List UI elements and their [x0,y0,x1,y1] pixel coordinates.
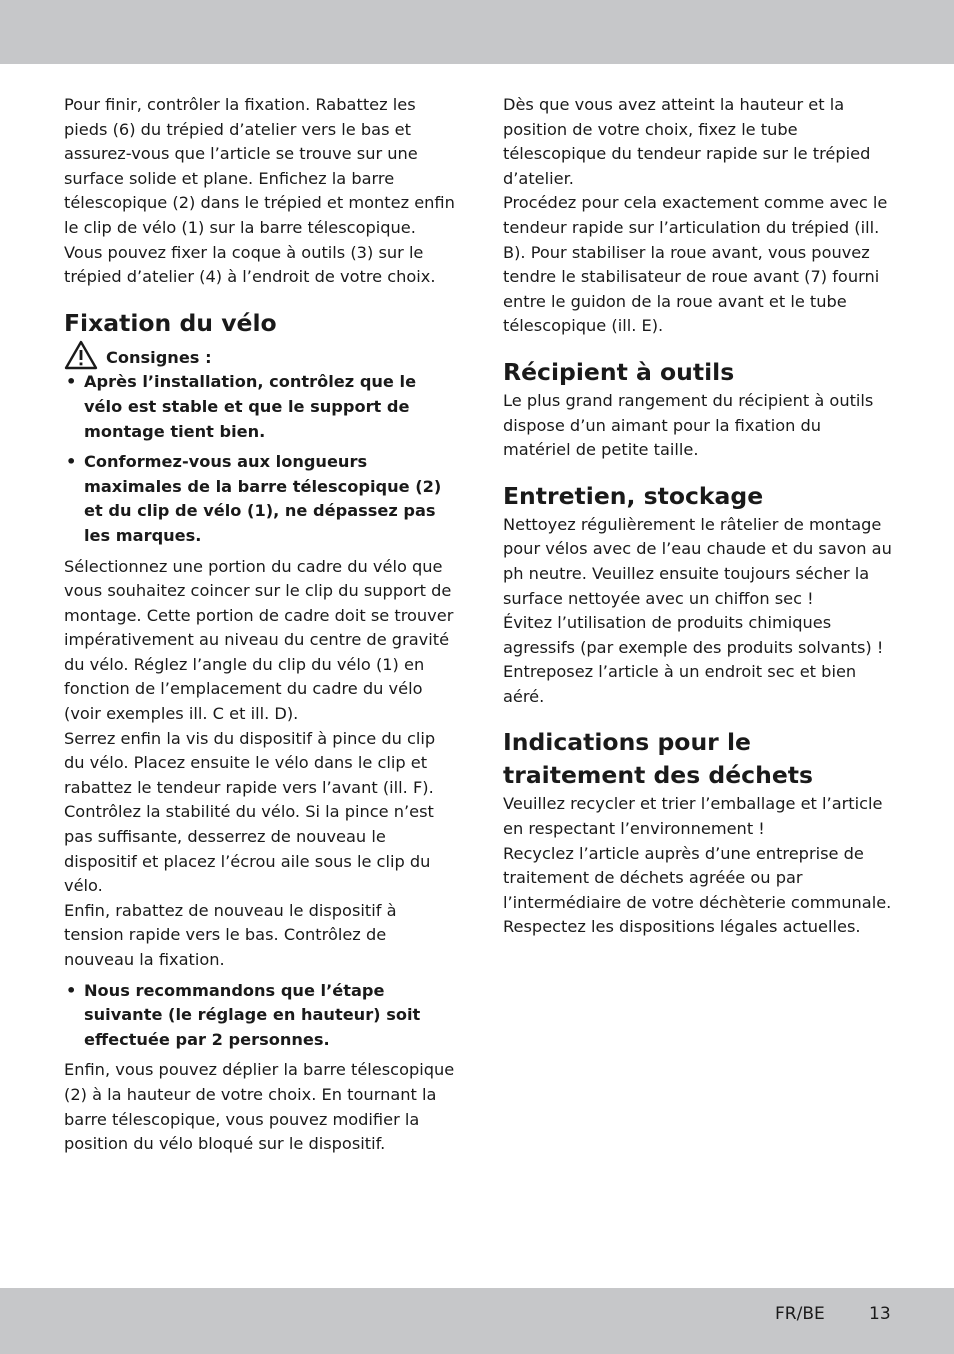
paragraph-recyclez: Recyclez l’article auprès d’une entreprise de traitement de déchets agréée ou par l’intermédiaire de votre déchèterie communale. Respectez les dispositions légales actuelles. [503,843,892,937]
paragraph-serrez: Serrez enfin la vis du dispositif à pince du clip du vélo. Placez ensuite le vélo dans le clip et rabattez le tendeur rapide vers l’avant (ill. F). Contrôlez la stabilité du vélo. Si la pince n’est pas suffisante, desserrez de nouveau le dispositif et placez l’écrou aile sous le clip du vélo. [64,728,436,896]
list-item: • Conformez-vous aux longueurs maximales de la barre télescopique (2) et du clip de vélo (1), ne dépassez pas les marques. [64,450,456,548]
paragraph-hauteur: Dès que vous avez atteint la hauteur et la position de votre choix, fixez le tube télescopique du tendeur rapide sur le trépied d’atelier. [503,95,871,188]
paragraph-evitez: Évitez l’utilisation de produits chimiques agressifs (par exemple des produits solvants) ! Entreposez l’article à un endroit sec et bien aéré. [503,613,884,706]
paragraph-select-frame: Sélectionnez une portion du cadre du vélo que vous souhaitez coincer sur le clip du support de montage. Cette portion de cadre doit se trouver impérativement au niveau du centre de gravité du vélo. Réglez l’angle du clip du vélo (1) en fonction de l’emplacement du cadre du vélo (voir exemples ill. C et ill. D). [64,556,454,724]
paragraph-enfin-rabattez: Enfin, rabattez de nouveau le dispositif à tension rapide vers le bas. Contrôlez de nouveau la fixation. [64,900,397,969]
footer-language: FR/BE [775,1304,825,1324]
consignes-label: Consignes : [106,347,212,367]
paragraph-deplier: Enfin, vous pouvez déplier la barre télescopique (2) à la hauteur de votre choix. En tournant la barre télescopique, vous pouvez modifier la position du vélo bloqué sur le dispositif. [64,1060,455,1154]
paragraph-nettoyez: Nettoyez régulièrement le râtelier de montage pour vélos avec de l’eau chaude et du savon au ph neutre. Veuillez ensuite toujours sécher la surface nettoyée avec un chiffon sec ! [503,514,892,608]
paragraph-procedez: Procédez pour cela exactement comme avec le tendeur rapide sur l’articulation du trépied (ill. B). Pour stabiliser la roue avant, vous pouvez tendre le stabilisateur de roue avant (7) fourni entre le guidon de la roue avant et le tube télescopique (ill. E). [503,193,888,336]
right-column [503,93,893,940]
left-column [64,93,456,1157]
header-band [0,0,954,64]
list-item: • Nous recommandons que l’étape suivante (le réglage en hauteur) soit effectuée par 2 personnes. [64,979,456,1053]
consignes-header [64,346,456,371]
warning-triangle-icon [64,340,98,370]
consignes-list [64,370,456,548]
list-item: • Après l’installation, contrôlez que le vélo est stable et que le support de montage tient bien. [64,370,456,444]
paragraph-recipient: Le plus grand rangement du récipient à outils dispose d’un aimant pour la fixation du matériel de petite taille. [503,390,874,460]
intro-paragraph: Pour finir, contrôler la fixation. Rabattez les pieds (6) du trépied d’atelier vers le bas et assurez-vous que l’article se trouve sur une surface solide et plane. Enfichez la barre télescopique (2) dans le trépied et montez enfin le clip de vélo (1) sur la barre télescopique. Vous pouvez fixer la coque à outils (3) sur le trépied d’atelier (4) à l’endroit de votre choix. [64,95,455,287]
heading-fixation-du-velo: Fixation du vélo [64,308,277,337]
heading-indications-dechets: Indications pour le traitement des déchets [503,728,813,790]
paragraph-recycler: Veuillez recycler et trier l’emballage et l’article en respectant l’environnement ! [503,794,883,839]
page-number: 13 [869,1304,891,1324]
heading-entretien-stockage: Entretien, stockage [503,481,764,510]
recommendation-list [64,979,456,1053]
heading-recipient-a-outils: Récipient à outils [503,357,735,386]
